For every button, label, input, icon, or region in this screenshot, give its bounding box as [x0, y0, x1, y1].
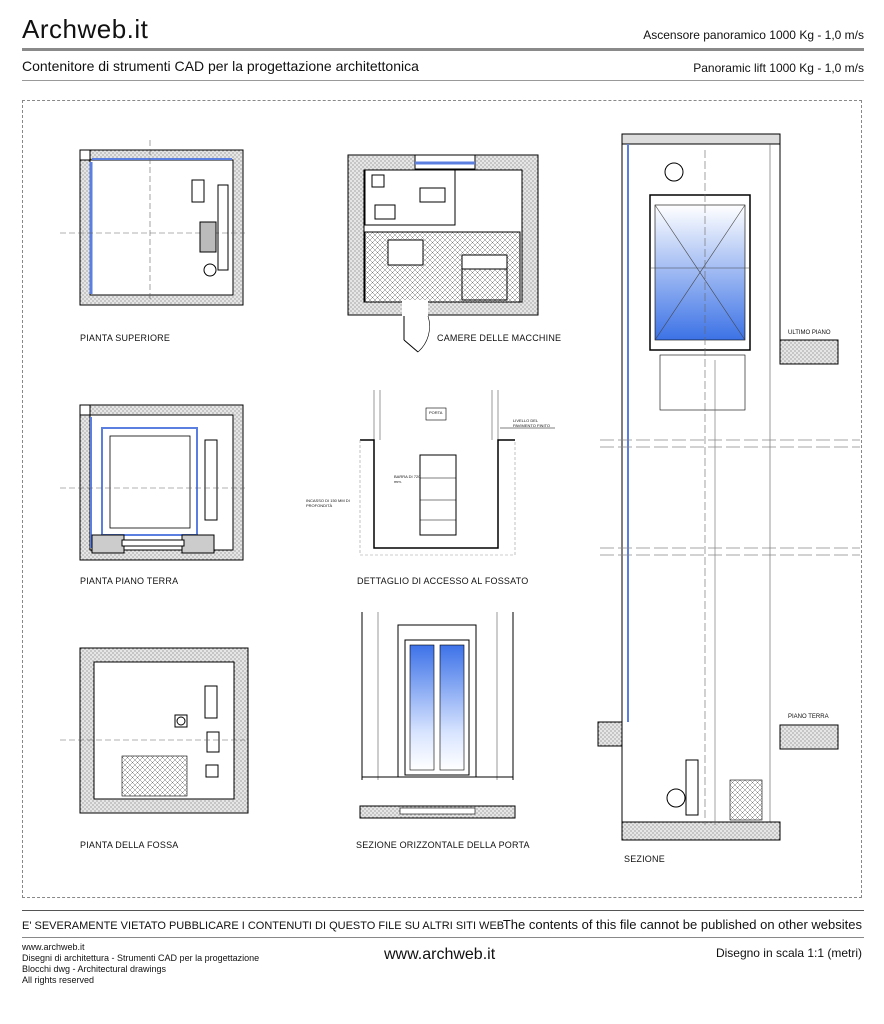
plan-ground-floor [60, 405, 245, 560]
label-porta: PORTA [429, 410, 443, 415]
footer-info [22, 942, 259, 986]
label-barra: BARRA DI 720 mm. [394, 474, 421, 484]
website-link[interactable]: www.archweb.it [384, 946, 496, 963]
footer-info-line[interactable]: www.archweb.it [22, 942, 85, 952]
subtitle: Contenitore di strumenti CAD per la progettazione architettonica [22, 58, 419, 74]
warning-italian: E' SEVERAMENTE VIETATO PUBBLICARE I CONTENUTI DI QUESTO FILE SU ALTRI SITI WEB [22, 920, 505, 932]
label-sezione: SEZIONE [624, 854, 665, 864]
lift-section [598, 134, 860, 840]
label-pianta-piano-terra: PIANTA PIANO TERRA [80, 576, 179, 586]
footer-info-line: All rights reserved [22, 975, 95, 985]
brand-logo: Archweb.it [22, 14, 149, 44]
label-piano-terra: PIANO TERRA [788, 714, 829, 720]
label-dettaglio-fossato: DETTAGLIO DI ACCESSO AL FOSSATO [357, 576, 529, 586]
label-sezione-porta: SEZIONE ORIZZONTALE DELLA PORTA [356, 840, 530, 850]
title-english: Panoramic lift 1000 Kg - 1,0 m/s [693, 61, 864, 75]
warning-english: The contents of this file cannot be published on other websites [502, 917, 862, 932]
pit-access-detail [360, 390, 555, 555]
label-camere-macchine: CAMERE DELLE MACCHINE [437, 333, 562, 343]
title-italian: Ascensore panoramico 1000 Kg - 1,0 m/s [643, 28, 864, 42]
label-ultimo-piano: ULTIMO PIANO [788, 330, 831, 336]
plan-machine-room [348, 155, 538, 352]
scale-note: Disegno in scala 1:1 (metri) [715, 946, 862, 960]
door-elevation [360, 612, 515, 818]
plan-pit [60, 648, 248, 813]
footer-rule [22, 937, 864, 938]
label-pianta-superiore: PIANTA SUPERIORE [80, 333, 171, 343]
footer-info-line: Disegni di architettura - Strumenti CAD per la progettazione [22, 953, 260, 963]
label-incasso: INCASSO DI 150 MM DI PROFONDITÀ [306, 498, 350, 508]
plan-top [60, 140, 245, 305]
label-livello: LIVELLO DEL PAVIMENTO FINITO [513, 418, 551, 428]
footer-top-rule [22, 910, 864, 911]
footer-info-line: Blocchi dwg - Architectural drawings [22, 964, 167, 974]
label-pianta-fossa: PIANTA DELLA FOSSA [80, 840, 179, 850]
